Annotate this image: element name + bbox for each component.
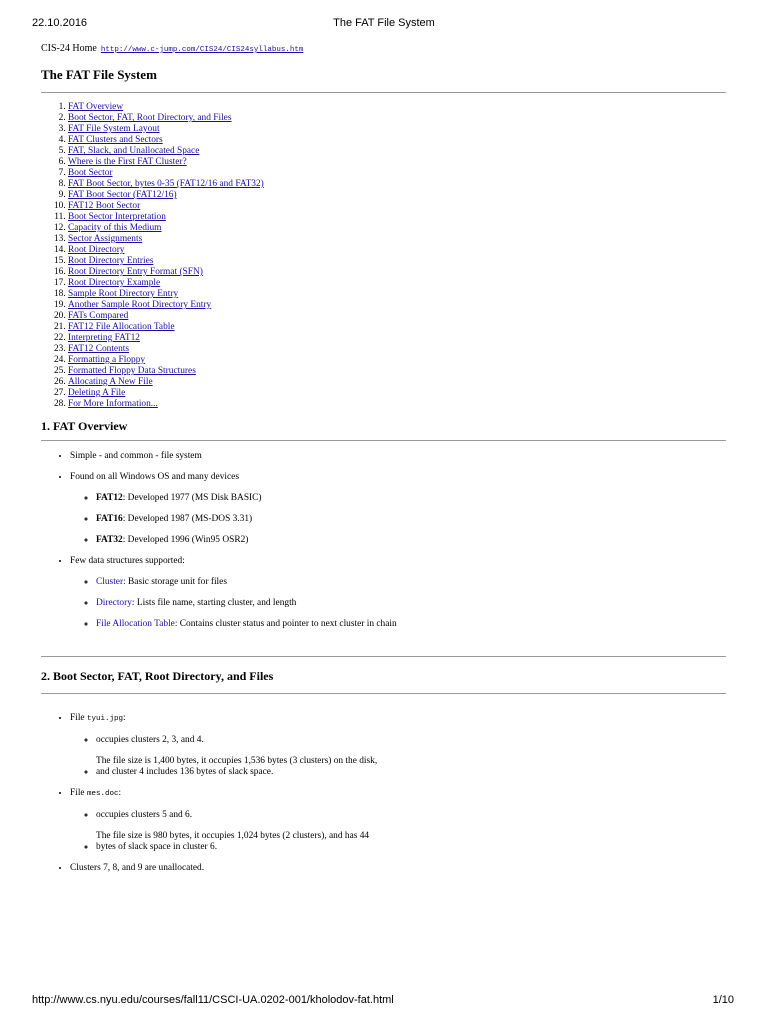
toc-link[interactable]: FAT Boot Sector, bytes 0-35 (FAT12/16 and FAT32) [68, 179, 264, 189]
list-item: • Simple - and common - file system [70, 451, 726, 462]
toc-item [68, 399, 726, 410]
fat32-term: FAT32 [96, 535, 123, 545]
toc-link[interactable]: Allocating A New File [68, 377, 153, 387]
toc-item [68, 256, 726, 267]
toc-link[interactable]: FAT12 File Allocation Table [68, 322, 175, 332]
toc-item [68, 322, 726, 333]
table-of-contents [41, 102, 726, 410]
section-2-top-divider [41, 656, 726, 657]
toc-item [68, 223, 726, 234]
fat-term: File Allocation Table: [96, 619, 178, 629]
list-item: • File mes.doc: ◦ occupies clusters 5 and 6. ◦ The file size is 980 bytes, it occupies 1,024 bytes (2 clusters), and has 44 bytes of slack space in cluster 6. [70, 788, 726, 853]
toc-item [68, 212, 726, 223]
list-item: ◦ The file size is 980 bytes, it occupies 1,024 bytes (2 clusters), and has 44 bytes of slack space in cluster 6. [96, 831, 726, 853]
toc-link[interactable]: FAT Clusters and Sectors [68, 135, 163, 145]
toc-link[interactable]: FAT Boot Sector (FAT12/16) [68, 190, 177, 200]
toc-item [68, 135, 726, 146]
list-item: • Few data structures supported: ◦ Cluster: Basic storage unit for files ◦ Directory: Lists file name, starting cluster, and length ◦ File Allocation Table: Contains cluster status and pointer to next cluster in chain [70, 556, 726, 630]
toc-item [68, 102, 726, 113]
toc-link[interactable]: Formatting a Floppy [68, 355, 146, 365]
toc-item [68, 146, 726, 157]
toc-item [68, 355, 726, 366]
toc-link[interactable]: Root Directory [68, 245, 125, 255]
list-item: ◦ occupies clusters 2, 3, and 4. [96, 735, 726, 746]
toc-item [68, 245, 726, 256]
toc-link[interactable]: FAT12 Contents [68, 344, 130, 354]
toc-link[interactable]: Root Directory Entry Format (SFN) [68, 267, 203, 277]
list-item: ◦ FAT32: Developed 1996 (Win95 OSR2) [96, 535, 726, 546]
toc-link[interactable]: FATs Compared [68, 311, 129, 321]
home-label: CIS-24 Home [41, 43, 97, 54]
toc-item [68, 289, 726, 300]
toc-link[interactable]: Formatted Floppy Data Structures [68, 366, 196, 376]
toc-link[interactable]: Root Directory Entries [68, 256, 154, 266]
toc-link[interactable]: For More Information... [68, 399, 158, 409]
list-item: ◦ File Allocation Table: Contains cluster status and pointer to next cluster in chain [96, 619, 726, 630]
section-2-list [41, 713, 726, 874]
directory-term: Directory: [96, 598, 135, 608]
list-item: ◦ Cluster: Basic storage unit for files [96, 577, 726, 588]
toc-link[interactable]: Deleting A File [68, 388, 126, 398]
file-name-tyui: tyui.jpg [86, 715, 123, 723]
toc-item [68, 190, 726, 201]
toc-link[interactable]: FAT12 Boot Sector [68, 201, 141, 211]
section-2-divider [41, 693, 726, 694]
toc-link[interactable]: Where is the First FAT Cluster? [68, 157, 187, 167]
print-date: 22.10.2016 [32, 17, 88, 29]
cluster-term: Cluster: [96, 577, 126, 587]
toc-link[interactable]: Root Directory Example [68, 278, 161, 288]
title-divider [41, 92, 726, 93]
toc-link[interactable]: FAT Overview [68, 102, 124, 112]
toc-link[interactable]: Boot Sector [68, 168, 113, 178]
toc-item [68, 311, 726, 322]
fat16-term: FAT16 [96, 514, 123, 524]
print-page-number: 1/10 [712, 994, 734, 1006]
toc-link[interactable]: Sector Assignments [68, 234, 143, 244]
list-item: ◦ FAT16: Developed 1987 (MS-DOS 3.31) [96, 514, 726, 525]
toc-item [68, 278, 726, 289]
fat-versions-list [70, 493, 726, 546]
section-1-divider [41, 440, 726, 441]
section-1-list [41, 451, 726, 630]
document-content [41, 42, 726, 884]
toc-item [68, 234, 726, 245]
toc-item [68, 168, 726, 179]
section-1-title: 1. FAT Overview [41, 419, 128, 433]
toc-item [68, 333, 726, 344]
home-link[interactable]: http://www.c-jump.com/CIS24/CIS24syllabus.htm [100, 46, 304, 54]
toc-link[interactable]: FAT, Slack, and Unallocated Space [68, 146, 200, 156]
print-title: The FAT File System [333, 17, 435, 29]
toc-item [68, 179, 726, 190]
toc-item [68, 113, 726, 124]
toc-item [68, 300, 726, 311]
file-1-details [70, 735, 726, 778]
toc-link[interactable]: Sample Root Directory Entry [68, 289, 179, 299]
list-item: • Clusters 7, 8, and 9 are unallocated. [70, 863, 726, 874]
section-2-title: 2. Boot Sector, FAT, Root Directory, and Files [41, 669, 274, 683]
toc-item [68, 344, 726, 355]
list-item: • Found on all Windows OS and many devices ◦ FAT12: Developed 1977 (MS Disk BASIC) ◦ FAT16: Developed 1987 (MS-DOS 3.31) ◦ FAT32: Developed 1996 (Win95 OSR2) [70, 472, 726, 546]
list-item: ◦ occupies clusters 5 and 6. [96, 810, 726, 821]
toc-item [68, 124, 726, 135]
toc-link[interactable]: Another Sample Root Directory Entry [68, 300, 212, 310]
file-2-details [70, 810, 726, 853]
data-structures-list [70, 577, 726, 630]
toc-link[interactable]: Capacity of this Medium [68, 223, 162, 233]
fat12-term: FAT12 [96, 493, 123, 503]
print-url: http://www.cs.nyu.edu/courses/fall11/CSCI-UA.0202-001/kholodov-fat.html [32, 994, 394, 1006]
toc-item [68, 366, 726, 377]
toc-item [68, 388, 726, 399]
print-footer [0, 994, 768, 1008]
toc-link[interactable]: Interpreting FAT12 [68, 333, 140, 343]
list-item: ◦ The file size is 1,400 bytes, it occupies 1,536 bytes (3 clusters) on the disk, and cluster 4 includes 136 bytes of slack space. [96, 756, 726, 778]
toc-item [68, 377, 726, 388]
home-line [41, 42, 726, 56]
toc-item [68, 267, 726, 278]
list-item: ◦ FAT12: Developed 1977 (MS Disk BASIC) [96, 493, 726, 504]
print-header [0, 17, 768, 31]
page-title: The FAT File System [41, 67, 157, 82]
file-name-mes: mes.doc [86, 790, 119, 798]
list-item: • File tyui.jpg: ◦ occupies clusters 2, 3, and 4. ◦ The file size is 1,400 bytes, it occupies 1,536 bytes (3 clusters) on the disk, and cluster 4 includes 136 bytes of slack space. [70, 713, 726, 778]
toc-item [68, 157, 726, 168]
toc-link[interactable]: FAT File System Layout [68, 124, 160, 134]
toc-item [68, 201, 726, 212]
toc-link[interactable]: Boot Sector, FAT, Root Directory, and Files [68, 113, 232, 123]
toc-link[interactable]: Boot Sector Interpretation [68, 212, 166, 222]
list-item: ◦ Directory: Lists file name, starting cluster, and length [96, 598, 726, 609]
